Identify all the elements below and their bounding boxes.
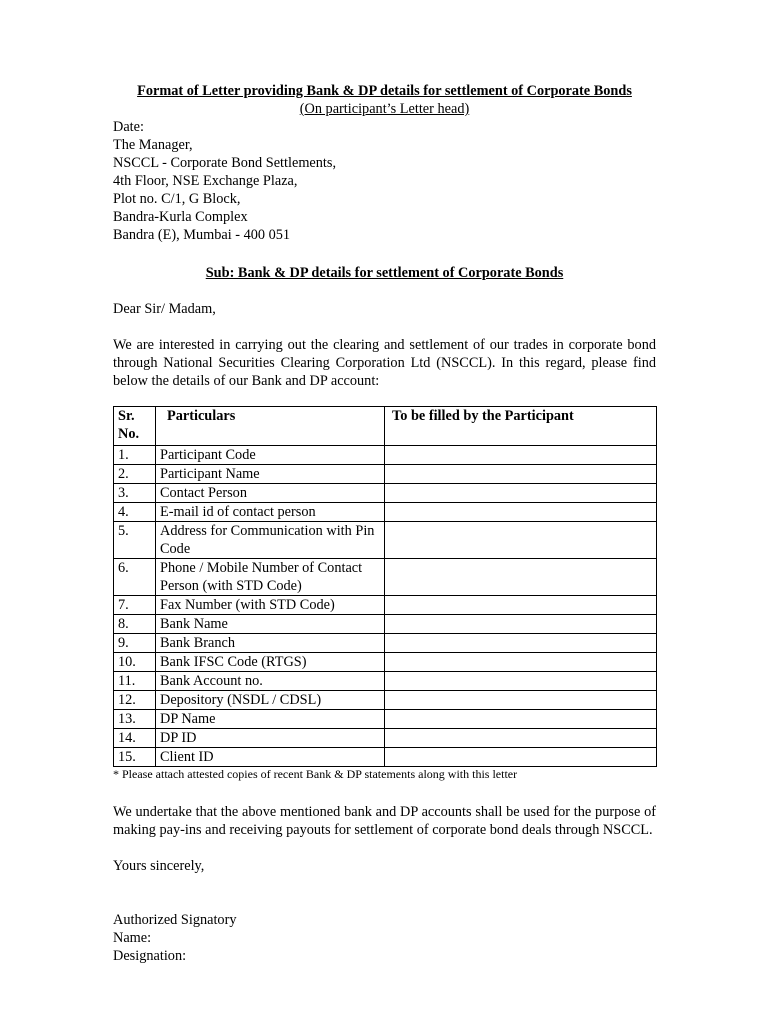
table-row	[114, 710, 657, 729]
cell-particular: Participant Code	[156, 446, 385, 465]
cell-participant-value[interactable]	[385, 615, 657, 634]
cell-participant-value[interactable]	[385, 465, 657, 484]
cell-particular: Address for Communication with Pin Code	[156, 522, 385, 559]
cell-particular: Bank Account no.	[156, 672, 385, 691]
table-row	[114, 446, 657, 465]
table-row	[114, 653, 657, 672]
cell-sr-no: 14.	[114, 729, 156, 748]
cell-participant-value[interactable]	[385, 653, 657, 672]
table-row	[114, 503, 657, 522]
header-to-be-filled: To be filled by the Participant	[385, 407, 657, 446]
cell-sr-no: 11.	[114, 672, 156, 691]
cell-participant-value[interactable]	[385, 522, 657, 559]
designation-label: Designation:	[113, 948, 187, 964]
cell-sr-no: 10.	[114, 653, 156, 672]
cell-sr-no: 15.	[114, 748, 156, 767]
table-row	[114, 465, 657, 484]
address-line: NSCCL - Corporate Bond Settlements,	[113, 155, 337, 171]
cell-participant-value[interactable]	[385, 596, 657, 615]
cell-participant-value[interactable]	[385, 710, 657, 729]
cell-participant-value[interactable]	[385, 691, 657, 710]
cell-sr-no: 9.	[114, 634, 156, 653]
address-line: 4th Floor, NSE Exchange Plaza,	[113, 173, 298, 189]
closing-line: Yours sincerely,	[113, 858, 205, 874]
table-row	[114, 484, 657, 503]
details-table	[113, 406, 657, 767]
cell-sr-no: 12.	[114, 691, 156, 710]
cell-particular: Bank Name	[156, 615, 385, 634]
cell-participant-value[interactable]	[385, 484, 657, 503]
cell-participant-value[interactable]	[385, 748, 657, 767]
cell-particular: Depository (NSDL / CDSL)	[156, 691, 385, 710]
cell-participant-value[interactable]	[385, 634, 657, 653]
table-header-row	[114, 407, 657, 446]
table-row	[114, 559, 657, 596]
cell-sr-no: 2.	[114, 465, 156, 484]
cell-sr-no: 3.	[114, 484, 156, 503]
header-sr-line2: No.	[118, 426, 140, 442]
table-row	[114, 522, 657, 559]
address-line: Plot no. C/1, G Block,	[113, 191, 241, 207]
table-row	[114, 634, 657, 653]
table-row	[114, 748, 657, 767]
table-row	[114, 596, 657, 615]
cell-sr-no: 5.	[114, 522, 156, 559]
name-label: Name:	[113, 930, 152, 946]
cell-particular: Participant Name	[156, 465, 385, 484]
authorized-signatory: Authorized Signatory	[113, 912, 237, 928]
cell-sr-no: 1.	[114, 446, 156, 465]
header-sr-line1: Sr.	[118, 408, 135, 424]
cell-particular: Client ID	[156, 748, 385, 767]
attachment-note: * Please attach attested copies of recent Bank & DP statements along with this letter	[113, 767, 518, 781]
cell-participant-value[interactable]	[385, 503, 657, 522]
cell-particular: DP Name	[156, 710, 385, 729]
cell-particular: Bank IFSC Code (RTGS)	[156, 653, 385, 672]
address-line: Bandra (E), Mumbai - 400 051	[113, 227, 291, 243]
intro-paragraph: We are interested in carrying out the clearing and settlement of our trades in corporate bond through National Securities Clearing Corporation Ltd (NSCCL). In this regard, please find below the details of our Bank and DP account:	[113, 337, 656, 389]
cell-particular: DP ID	[156, 729, 385, 748]
table-row	[114, 615, 657, 634]
header-sr-no	[114, 407, 156, 446]
table-row	[114, 672, 657, 691]
cell-participant-value[interactable]	[385, 672, 657, 691]
cell-participant-value[interactable]	[385, 729, 657, 748]
signature-block	[113, 911, 656, 965]
table-body	[114, 446, 657, 767]
document-title: Format of Letter providing Bank & DP details for settlement of Corporate Bonds	[137, 83, 632, 99]
document-subtitle: (On participant’s Letter head)	[299, 101, 470, 117]
cell-sr-no: 7.	[114, 596, 156, 615]
table-row	[114, 691, 657, 710]
subject-line: Sub: Bank & DP details for settlement of Corporate Bonds	[205, 265, 564, 281]
cell-sr-no: 13.	[114, 710, 156, 729]
letter-document	[113, 82, 656, 965]
header-particulars: Particulars	[156, 407, 385, 446]
cell-particular: Contact Person	[156, 484, 385, 503]
cell-sr-no: 4.	[114, 503, 156, 522]
cell-particular: Bank Branch	[156, 634, 385, 653]
recipient-address	[113, 118, 656, 244]
cell-particular: E-mail id of contact person	[156, 503, 385, 522]
cell-sr-no: 8.	[114, 615, 156, 634]
cell-particular: Phone / Mobile Number of Contact Person (with STD Code)	[156, 559, 385, 596]
salutation: Dear Sir/ Madam,	[113, 301, 216, 317]
date-label: Date:	[113, 119, 144, 135]
undertaking-paragraph: We undertake that the above mentioned bank and DP accounts shall be used for the purpose of making pay-ins and receiving payouts for settlement of corporate bond deals through NSCCL.	[113, 804, 656, 838]
cell-particular: Fax Number (with STD Code)	[156, 596, 385, 615]
address-line: The Manager,	[113, 137, 193, 153]
address-line: Bandra-Kurla Complex	[113, 209, 248, 225]
cell-participant-value[interactable]	[385, 446, 657, 465]
cell-sr-no: 6.	[114, 559, 156, 596]
table-row	[114, 729, 657, 748]
cell-participant-value[interactable]	[385, 559, 657, 596]
